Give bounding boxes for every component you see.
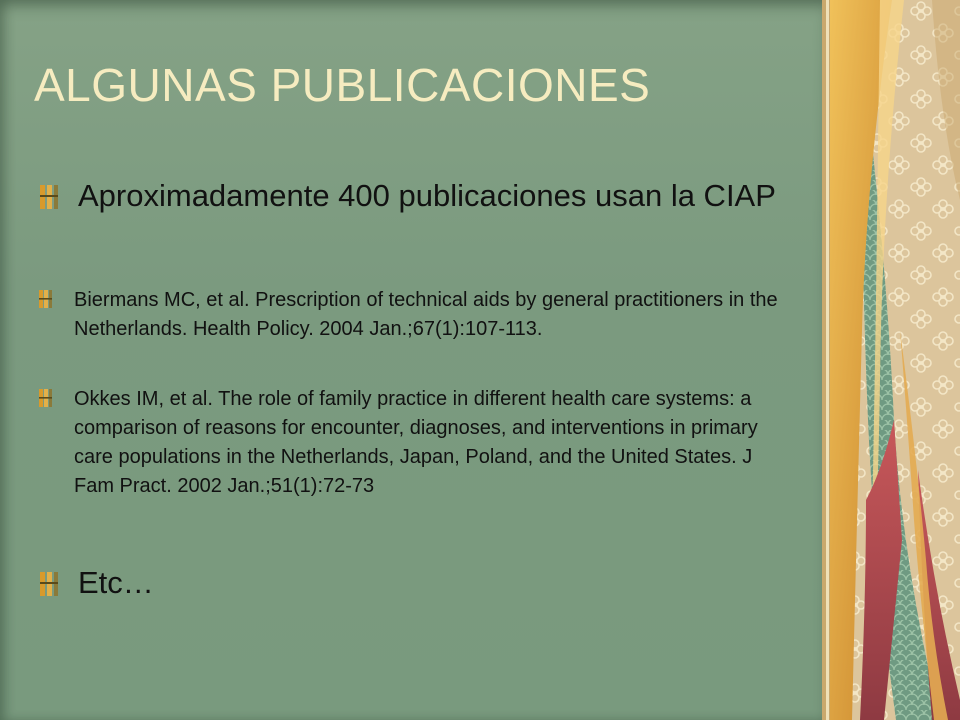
bullet-item <box>38 563 778 603</box>
bullet-text: Biermans MC, et al. Prescription of technical aids by general practitioners in the Netherlands. Health Policy. 2004 Jan.;67(1):107-113. <box>74 289 778 340</box>
bamboo-bullet-icon <box>38 289 54 309</box>
bamboo-bullet-icon <box>38 388 54 408</box>
bullet-item <box>38 286 778 344</box>
bullet-item <box>38 385 778 501</box>
decorative-panel <box>822 0 960 720</box>
bullet-text: Okkes IM, et al. The role of family practice in different health care systems: a comparison of reasons for encounter, diagnoses, and interventions in primary care populations in the Netherlands, Japan, Poland, and the United States. J Fam Pract. 2002 Jan.;51(1):72-73 <box>74 388 758 497</box>
bamboo-bullet-icon <box>38 183 60 211</box>
bamboo-bullet-icon <box>38 570 60 598</box>
slide-title: ALGUNAS PUBLICACIONES <box>34 59 651 111</box>
bullet-text: Etc… <box>78 565 154 600</box>
bullet-text: Aproximadamente 400 publicaciones usan la CIAP <box>78 178 776 213</box>
bullet-item <box>38 176 778 216</box>
